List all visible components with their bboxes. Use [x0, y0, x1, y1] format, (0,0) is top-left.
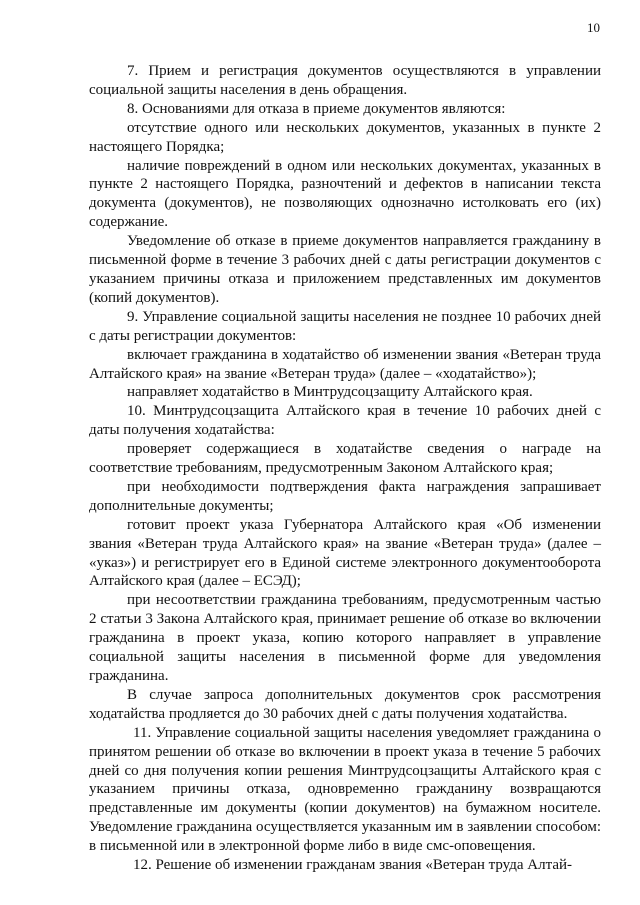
paragraph-damaged-documents: наличие повреждений в одном или нескольких документах, указанных в пункте 2 настоящего Порядка, разночтений и дефектов в написании текста документа (документов), не позволяющих однозначно истолковать его (их) содержание.: [89, 157, 601, 231]
paragraph-item-9: 9. Управление социальной защиты населения не позднее 10 рабочих дней с даты регистрации документов:: [89, 308, 601, 344]
paragraph-check-award: проверяет содержащиеся в ходатайстве сведения о награде на соответствие требованиям, предусмотренным Законом Алтайского края;: [89, 441, 601, 477]
paragraph-item-8: 8. Основаниями для отказа в приеме документов являются:: [127, 100, 506, 117]
paragraph-item-12: 12. Решение об изменении гражданам звания «Ветеран труда Алтай-: [133, 857, 573, 874]
document-body: [89, 62, 601, 875]
paragraph-missing-documents: отсутствие одного или нескольких документов, указанных в пункте 2 настоящего Порядка;: [89, 119, 601, 155]
paragraph-extension: В случае запроса дополнительных документов срок рассмотрения ходатайства продляется до 30 рабочих дней с даты получения ходатайства.: [89, 686, 601, 722]
paragraph-include-petition: включает гражданина в ходатайство об изменении звания «Ветеран труда Алтайского края» на звание «Ветеран труда» (далее – «ходатайство»);: [89, 346, 601, 382]
paragraph-item-11: 11. Управление социальной защиты населения уведомляет гражданина о принятом решении об отказе во включении в проект указа в течение 5 рабочих дней со дня получения копии решения Минтрудсоцзащиты Алтайского края с указанием причины отказа, одновременно гражданину возвращаются представленные им документы (копии документов) на бумажном носителе. Уведомление гражданина осуществляется указанным им в заявлении способом: в письменной или в электронной форме либо в виде смс-оповещения.: [89, 724, 601, 855]
page-number: 10: [587, 20, 600, 35]
paragraph-send-petition: направляет ходатайство в Минтрудсоцзащиту Алтайского края.: [127, 384, 533, 401]
paragraph-refusal-notice: Уведомление об отказе в приеме документов направляется гражданину в письменной форме в течение 3 рабочих дней с даты регистрации документов с указанием причины отказа и приложением представленных им документов (копий документов).: [89, 233, 601, 306]
paragraph-prepare-decree: готовит проект указа Губернатора Алтайского края «Об изменении звания «Ветеран труда Алтайского края» на звание «Ветеран труда» (далее – «указ») и регистрирует его в Единой системе электронного документооборота Алтайского края (далее – ЕСЭД);: [89, 516, 601, 590]
paragraph-item-7: 7. Прием и регистрация документов осуществляются в управлении социальной защиты населения в день обращения.: [89, 63, 601, 98]
paragraph-item-10: 10. Минтрудсоцзащита Алтайского края в течение 10 рабочих дней с даты получения ходатайства:: [89, 403, 601, 439]
paragraph-request-documents: при необходимости подтверждения факта награждения запрашивает дополнительные документы;: [89, 478, 601, 514]
paragraph-refusal-decision: при несоответствии гражданина требованиям, предусмотренным частью 2 статьи 3 Закона Алтайского края, принимает решение об отказе во включении гражданина в проект указа, копию которого направляет в управление социальной защиты населения в письменной форме для уведомления гражданина.: [89, 592, 601, 684]
